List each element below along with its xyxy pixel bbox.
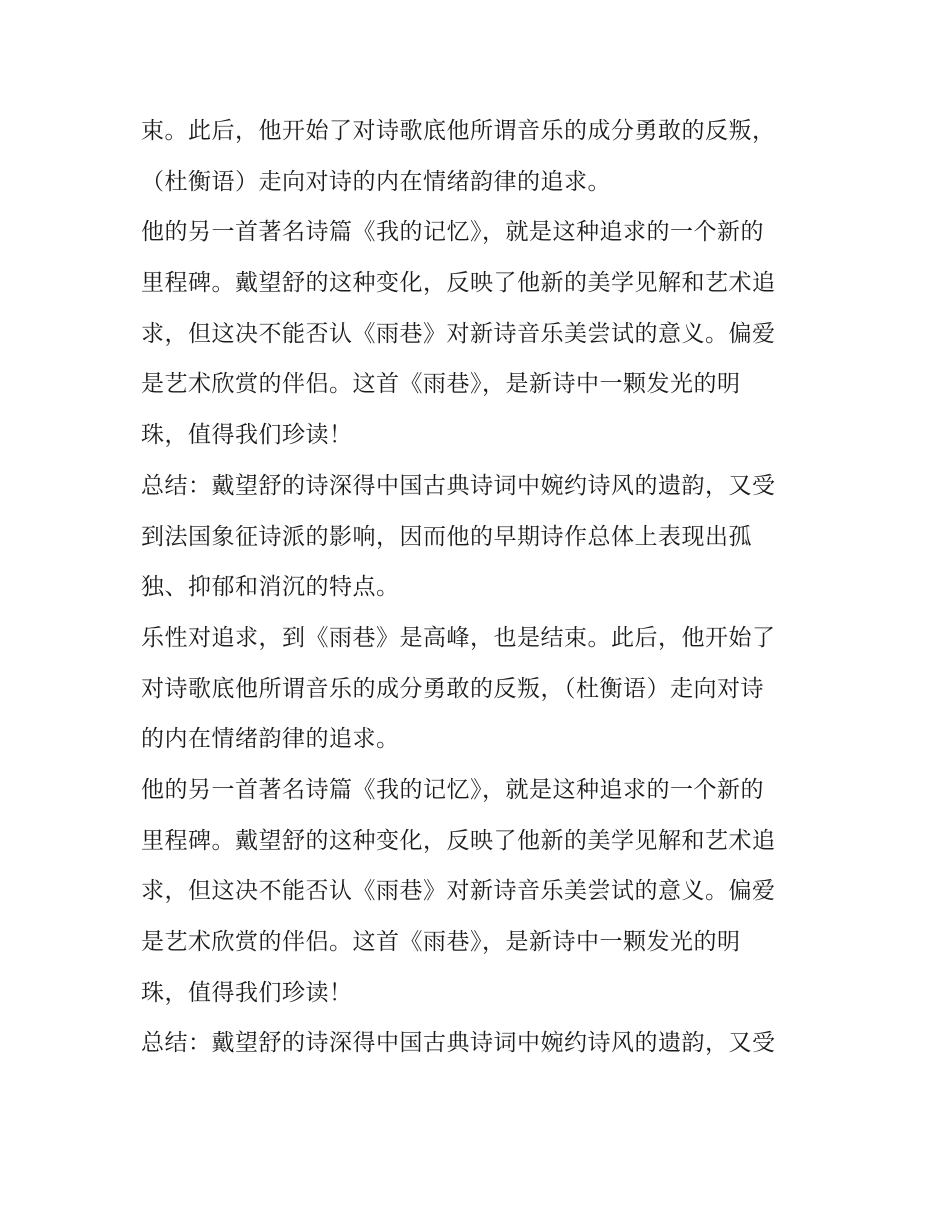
text-line: 乐性对追求，到《雨巷》是高峰，也是结束。此后，他开始了 xyxy=(141,624,776,651)
text-line: 总结：戴望舒的诗深得中国古典诗词中婉约诗风的遗韵，又受 xyxy=(141,1030,776,1057)
text-line: 对诗歌底他所谓音乐的成分勇敢的反叛，（杜衡语）走向对诗 xyxy=(141,675,764,702)
text-line: （杜衡语）走向对诗的内在情绪韵律的追求。 xyxy=(141,168,611,195)
text-line: 束。此后，他开始了对诗歌底他所谓音乐的成分勇敢的反叛， xyxy=(141,118,776,144)
text-line: 是艺术欣赏的伴侣。这首《雨巷》，是新诗中一颗发光的明 xyxy=(141,929,741,955)
text-line: 总结：戴望舒的诗深得中国古典诗词中婉约诗风的遗韵，又受 xyxy=(141,472,776,499)
text-line: 的内在情绪韵律的追求。 xyxy=(141,726,400,753)
text-column xyxy=(141,106,821,1069)
text-line: 独、抑郁和消沉的特点。 xyxy=(141,574,400,601)
text-line: 他的另一首著名诗篇《我的记忆》，就是这种追求的一个新的 xyxy=(141,219,764,246)
text-line: 里程碑。戴望舒的这种变化，反映了他新的美学见解和艺术追 xyxy=(141,270,776,297)
text-line: 求，但这决不能否认《雨巷》对新诗音乐美尝试的意义。偏爱 xyxy=(141,878,776,905)
text-line: 到法国象征诗派的影响，因而他的早期诗作总体上表现出孤 xyxy=(141,523,752,550)
text-line: 珠，值得我们珍读！ xyxy=(141,422,353,449)
text-line: 求，但这决不能否认《雨巷》对新诗音乐美尝试的意义。偏爱 xyxy=(141,320,776,347)
text-line: 是艺术欣赏的伴侣。这首《雨巷》，是新诗中一颗发光的明 xyxy=(141,371,741,398)
text-line: 里程碑。戴望舒的这种变化，反映了他新的美学见解和艺术追 xyxy=(141,827,776,854)
text-line: 他的另一首著名诗篇《我的记忆》，就是这种追求的一个新的 xyxy=(141,776,764,803)
text-line: 珠，值得我们珍读！ xyxy=(141,979,353,1006)
